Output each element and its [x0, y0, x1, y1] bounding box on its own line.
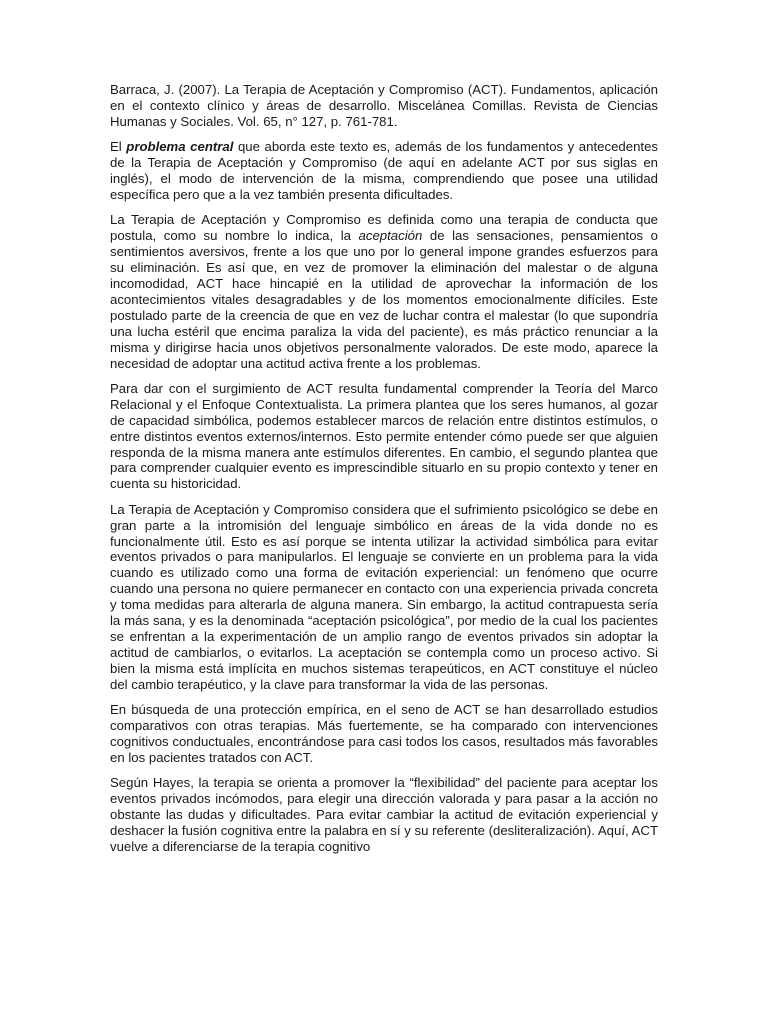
paragraph-empirical: En búsqueda de una protección empírica, en el seno de ACT se han desarrollado estudios comparativos con otras terapias. Más fuertemente, se ha comparado con intervenciones cognitivos conductuales, encontrándose para casi todos los casos, resultados más favorables en los pacientes tratados con ACT. — [110, 702, 658, 765]
paragraph-problema-central — [110, 139, 658, 203]
emphasis-text: aceptación — [358, 228, 423, 244]
paragraph-text: La Terapia de Aceptación y Compromiso es definida como una terapia de conducta que postula, como su nombre lo indica, la — [110, 212, 658, 244]
paragraph-text: que aborda este texto es, además de los fundamentos y antecedentes de la Terapia de Aceptación y Compromiso (de aquí en adelante ACT por sus siglas en inglés), el modo de intervención de la misma, comprendiendo que posee una utilidad específica pero que a la vez también presenta dificultades. — [110, 139, 658, 202]
paragraph-suffering: La Terapia de Aceptación y Compromiso considera que el sufrimiento psicológico se debe en gran parte a la intromisión del lenguaje simbólico en áreas de la vida donde no es funcionalmente útil. Esto es así porque se intenta utilizar la actividad simbólica para evitar eventos privados o para manipularlos. El lenguaje se convierte en un problema para la vida cuando es utilizado como una forma de evitación experiencial: un fenómeno que ocurre cuando una persona no quiere permanecer en contacto con una experiencia privada concreta y toma medidas para alterarla de alguna manera. Sin embargo, la actitud contrapuesta sería la más sana, y es la denominada “aceptación psicológica”, por medio de la cual los pacientes se enfrentan a la experimentación de un amplio rango de eventos privados sin adoptar la actitud de cambiarlos, o evitarlos. La aceptación se contempla como un proceso activo. Si bien la misma está implícita en muchos sistemas terapeúticos, en ACT constituye el núcleo del cambio terapéutico, y la clave para transformar la vida de las personas. — [110, 501, 658, 692]
paragraph-definition — [110, 212, 658, 371]
paragraph-text: de las sensaciones, pensamientos o sentimientos aversivos, frente a los que uno por lo general impone grandes esfuerzos para su eliminación. Es así que, en vez de promover la eliminación del malestar o de alguna incomodidad, ACT hace hincapié en la utilidad de aprovechar la información de los acontecimientos vitales desagradables y de los momentos emocionalmente difíciles. Este postulado parte de la creencia de que en vez de luchar contra el malestar (lo que supondría una lucha estéril que encima paraliza la vida del paciente), es más práctico renunciar a la misma y dirigirse hacia unos objetivos personalmente valorados. De este modo, aparece la necesidad de adoptar una actitud activa frente a los problemas. — [110, 228, 659, 371]
citation-paragraph: Barraca, J. (2007). La Terapia de Aceptación y Compromiso (ACT). Fundamentos, aplicación en el contexto clínico y áreas de desarrollo. Miscelánea Comillas. Revista de Ciencias Humanas y Sociales. Vol. 65, n° 127, p. 761-781. — [110, 82, 658, 129]
paragraph-text: El — [110, 139, 127, 155]
emphasis-text: problema central — [126, 139, 234, 155]
paragraph-hayes: Según Hayes, la terapia se orienta a promover la “flexibilidad” del paciente para aceptar los eventos privados incómodos, para elegir una dirección valorada y para pasar a la acción no obstante las dudas y dificultades. Para evitar cambiar la actitud de evitación experiencial y deshacer la fusión cognitiva entre la palabra en sí y su referente (desliteralización). Aquí, ACT vuelve a diferenciarse de la terapia cognitivo — [110, 775, 658, 854]
paragraph-origins: Para dar con el surgimiento de ACT resulta fundamental comprender la Teoría del Marco Relacional y el Enfoque Contextualista. La primera plantea que los seres humanos, al gozar de capacidad simbólica, podemos establecer marcos de relación entre distintos estímulos, o entre distintos eventos externos/internos. Esto permite entender cómo puede ser que alguien responda de la misma manera ante estímulos diferentes. En cambio, el segundo plantea que para comprender cualquier evento es imprescindible situarlo en su propio contexto y tener en cuenta su historicidad. — [110, 380, 658, 492]
